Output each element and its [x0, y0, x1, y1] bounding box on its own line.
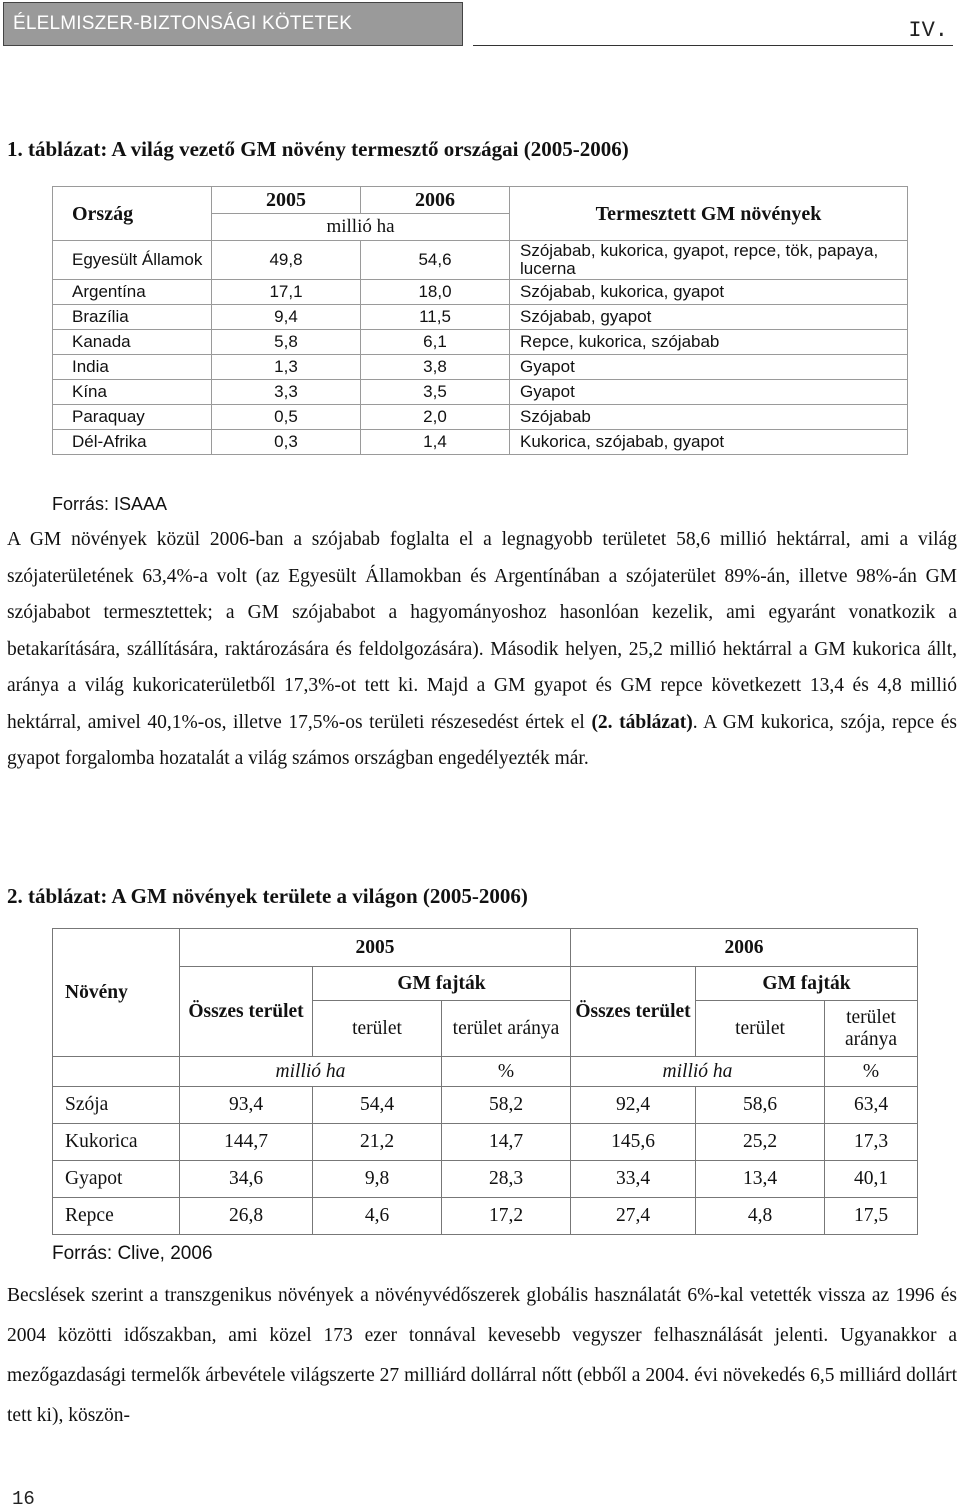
- table2-cell-gm2005: 9,8: [313, 1161, 442, 1198]
- table1-cell-2005: 9,4: [212, 305, 361, 330]
- page-number: 16: [12, 1488, 35, 1510]
- table2-cell-plant: Gyapot: [53, 1161, 180, 1198]
- table-row: [53, 1198, 918, 1235]
- table2-cell-gm2006: 58,6: [696, 1087, 825, 1124]
- table1-cell-crops: Kukorica, szójabab, gyapot: [510, 430, 908, 455]
- table2-header-area-2006: terület: [696, 1001, 825, 1057]
- table1-cell-2005: 5,8: [212, 330, 361, 355]
- table2-unit-pct-2006: %: [825, 1057, 918, 1087]
- table1-cell-2005: 1,3: [212, 355, 361, 380]
- table1-header-2005: 2005: [212, 187, 361, 214]
- table1-cell-2005: 49,8: [212, 241, 361, 280]
- table2-header-total-area-2006: Összes terület: [571, 967, 696, 1057]
- table2-source: Forrás: Clive, 2006: [52, 1243, 213, 1264]
- table-row: [53, 330, 908, 355]
- table1-cell-crops: Szójabab: [510, 405, 908, 430]
- table-row: [53, 1087, 918, 1124]
- table1-header-unit: millió ha: [212, 214, 510, 241]
- table1-source: Forrás: ISAAA: [52, 494, 168, 514]
- table2-reference: (2. táblázat): [591, 711, 693, 733]
- table1-cell-crops: Gyapot: [510, 380, 908, 405]
- table2-cell-t2005: 26,8: [180, 1198, 313, 1235]
- table1-cell-2006: 11,5: [361, 305, 510, 330]
- table-row: [53, 380, 908, 405]
- table2-cell-gm2006: 13,4: [696, 1161, 825, 1198]
- table1-cell-country: India: [53, 355, 212, 380]
- table1-cell-2006: 54,6: [361, 241, 510, 280]
- table-row: [53, 430, 908, 455]
- table1: [52, 186, 908, 455]
- table2-cell-t2005: 144,7: [180, 1124, 313, 1161]
- table1-header-crops: Termesztett GM növények: [510, 187, 908, 241]
- table2-cell-pct2005: 28,3: [442, 1161, 571, 1198]
- table1-cell-country: Argentína: [53, 280, 212, 305]
- table1-header-country: Ország: [53, 187, 212, 241]
- table2-header-gm-2005: GM fajták: [313, 967, 571, 1001]
- table1-caption: 1. táblázat: A világ vezető GM növény termesztő országai (2005-2006): [7, 137, 629, 161]
- table2-cell-plant: Repce: [53, 1198, 180, 1235]
- table2-cell-plant: Szója: [53, 1087, 180, 1124]
- table1-cell-2005: 0,5: [212, 405, 361, 430]
- table2-cell-gm2005: 54,4: [313, 1087, 442, 1124]
- table-row: [53, 241, 908, 280]
- table-row: [53, 280, 908, 305]
- table1-cell-crops: Szójabab, kukorica, gyapot, repce, tök, papaya, lucerna: [510, 241, 908, 280]
- table1-cell-country: Dél-Afrika: [53, 430, 212, 455]
- table1-cell-crops: Gyapot: [510, 355, 908, 380]
- table2-cell-pct2006: 40,1: [825, 1161, 918, 1198]
- table2-header-2006: 2006: [571, 929, 918, 967]
- table2-cell-plant: Kukorica: [53, 1124, 180, 1161]
- table2: [52, 928, 918, 1235]
- table2-cell-t2006: 33,4: [571, 1161, 696, 1198]
- table2-cell-pct2006: 17,5: [825, 1198, 918, 1235]
- table2-unit-mha-2006: millió ha: [571, 1057, 825, 1087]
- paragraph1-text-end: . A GM kukorica, szója, repce és gyapot forgalomba hozatalát a világ számos országban engedélyezték már.: [7, 711, 957, 769]
- table2-cell-gm2005: 4,6: [313, 1198, 442, 1235]
- table2-cell-t2006: 92,4: [571, 1087, 696, 1124]
- table1-cell-country: Paraquay: [53, 405, 212, 430]
- table2-header-share-2006: terület aránya: [825, 1001, 918, 1057]
- table2-cell-gm2006: 25,2: [696, 1124, 825, 1161]
- table1-cell-crops: Szójabab, gyapot: [510, 305, 908, 330]
- table2-cell-gm2005: 21,2: [313, 1124, 442, 1161]
- table2-header-gm-2006: GM fajták: [696, 967, 918, 1001]
- table-row: [53, 405, 908, 430]
- table2-header-area-2005: terület: [313, 1001, 442, 1057]
- table2-cell-pct2006: 17,3: [825, 1124, 918, 1161]
- table1-cell-2005: 0,3: [212, 430, 361, 455]
- table2-header-total-area-2005: Összes terület: [180, 967, 313, 1057]
- table1-cell-country: Brazília: [53, 305, 212, 330]
- table2-header-2005: 2005: [180, 929, 571, 967]
- table-row: [53, 305, 908, 330]
- paragraph-pesticides: Becslések szerint a transzgenikus növények a növényvédőszerek globális használatát 6%-kal vetették vissza az 1996 és 2004 közötti időszakban, ami közel 173 ezer tonnával kevesebb vegyszer felhasználását jelenti. Ugyanakkor a mezőgazdasági termelők árbevétele világszerte 27 milliárd dollárral nőtt (ebből a 2004. évi növekedés 6,5 milliárd dollárt tett ki), köszön-: [7, 1285, 957, 1426]
- table1-cell-2006: 2,0: [361, 405, 510, 430]
- table2-unit-empty: [53, 1057, 180, 1087]
- table2-cell-t2005: 34,6: [180, 1161, 313, 1198]
- table2-header-plant: Növény: [53, 929, 180, 1057]
- series-title-banner: ÉLELMISZER-BIZTONSÁGI KÖTETEK: [3, 2, 463, 46]
- table1-cell-country: Kanada: [53, 330, 212, 355]
- header-rule: [473, 45, 953, 46]
- table1-header-2006: 2006: [361, 187, 510, 214]
- table1-cell-2006: 3,5: [361, 380, 510, 405]
- table1-cell-country: Egyesült Államok: [53, 241, 212, 280]
- paragraph1-text: A GM növények közül 2006-ban a szójabab foglalta el a legnagyobb területet 58,6 millió hektárral, ami a világ szójaterületének 63,4%-a volt (az Egyesült Államokban és Argentínában a szójaterület 89%-án, illetve 98%-án GM szójababot termesztettek; a GM szójababot a hagyományoshoz hasonlóan kezelik, ami egyaránt vonatkozik a betakarítására, szállítására, raktározására és feldolgozására). Második helyen, 25,2 millió hektárral a GM kukorica állt, aránya a világ kukoricaterületből 17,3%-ot tett ki. Majd a GM gyapot és GM repce következett 13,4 és 4,8 millió hektárral, amivel 40,1%-os, illetve 17,5%-os területi részesedést értek el: [7, 529, 957, 733]
- table1-cell-crops: Repce, kukorica, szójabab: [510, 330, 908, 355]
- table2-cell-gm2006: 4,8: [696, 1198, 825, 1235]
- table1-cell-2005: 3,3: [212, 380, 361, 405]
- paragraph-gm-area: [7, 522, 957, 778]
- table1-cell-2006: 1,4: [361, 430, 510, 455]
- table2-cell-pct2005: 58,2: [442, 1087, 571, 1124]
- table2-cell-t2006: 27,4: [571, 1198, 696, 1235]
- table2-header-share-2005: terület aránya: [442, 1001, 571, 1057]
- table1-cell-2006: 18,0: [361, 280, 510, 305]
- table2-cell-pct2005: 17,2: [442, 1198, 571, 1235]
- table2-cell-t2006: 145,6: [571, 1124, 696, 1161]
- table2-cell-pct2006: 63,4: [825, 1087, 918, 1124]
- table1-cell-country: Kína: [53, 380, 212, 405]
- table-row: [53, 1124, 918, 1161]
- volume-number: IV.: [908, 18, 948, 43]
- table2-caption: 2. táblázat: A GM növények területe a világon (2005-2006): [7, 884, 528, 908]
- table2-unit-mha-2005: millió ha: [180, 1057, 442, 1087]
- table2-cell-t2005: 93,4: [180, 1087, 313, 1124]
- table1-cell-2006: 3,8: [361, 355, 510, 380]
- table2-unit-pct-2005: %: [442, 1057, 571, 1087]
- table-row: [53, 355, 908, 380]
- table1-cell-crops: Szójabab, kukorica, gyapot: [510, 280, 908, 305]
- table-row: [53, 1161, 918, 1198]
- table1-cell-2005: 17,1: [212, 280, 361, 305]
- table1-cell-2006: 6,1: [361, 330, 510, 355]
- table2-cell-pct2005: 14,7: [442, 1124, 571, 1161]
